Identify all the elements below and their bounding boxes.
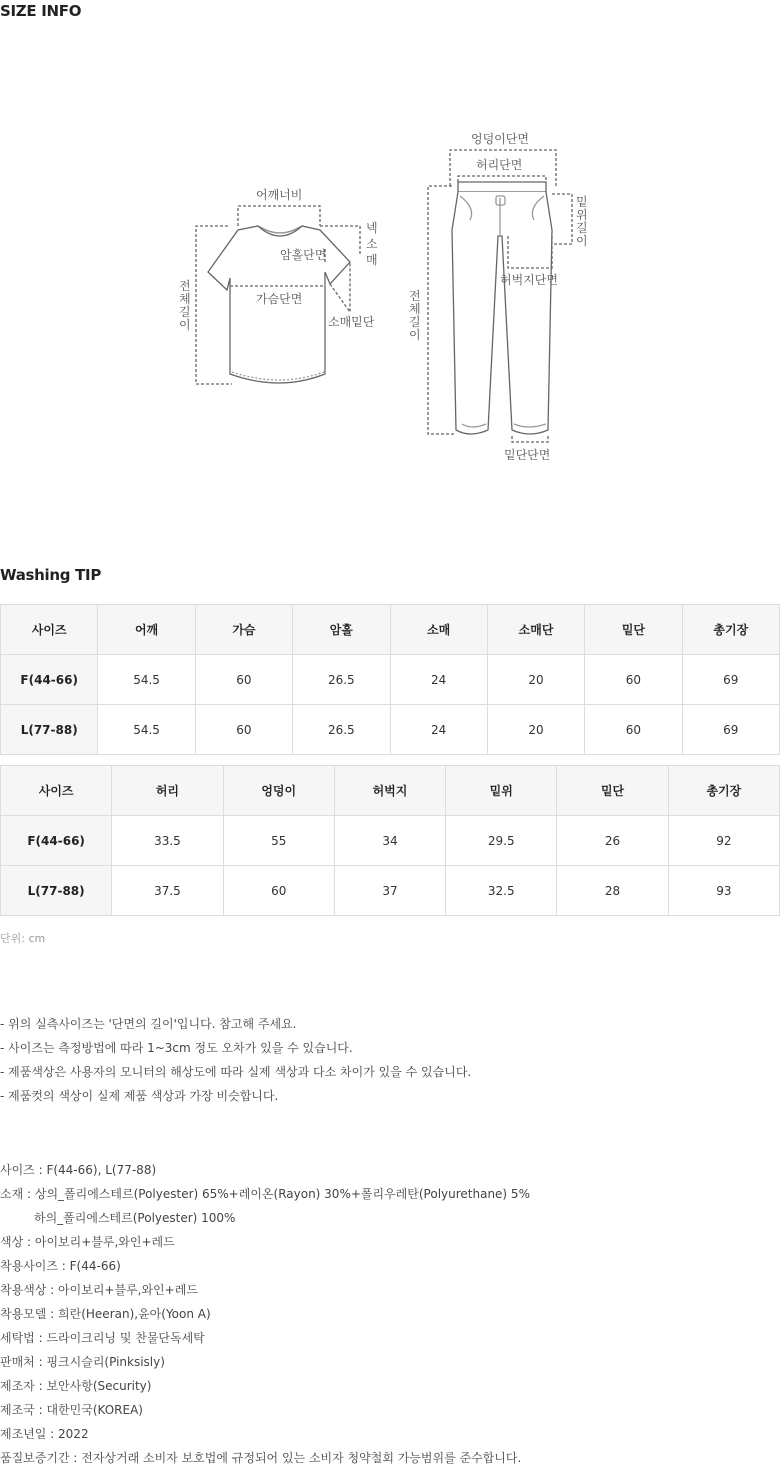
diagram-label-sleeve-hem: 소매밑단 — [328, 315, 375, 329]
diagram-label-hip: 엉덩이단면 — [471, 132, 529, 146]
table-cell: 60 — [585, 655, 682, 705]
diagram-label-hem: 밑단단면 — [504, 448, 551, 462]
note-item: - 제품색상은 사용자의 모니터의 해상도에 따라 실제 색상과 다소 차이가 있을 수 있습니다. — [0, 1065, 472, 1079]
table-cell-size: L(77-88) — [1, 705, 98, 755]
diagram-label-neck-sleeve-1: 넥 — [366, 221, 378, 235]
table-cell: 29.5 — [446, 816, 557, 866]
table-cell-size: F(44-66) — [1, 655, 98, 705]
table-header: 밑단 — [585, 605, 682, 655]
diagram-label-bottom-length-4: 이 — [409, 328, 421, 342]
diagram-label-rise-1: 밑 — [576, 195, 588, 209]
table-cell: 26.5 — [293, 705, 390, 755]
table-cell: 24 — [390, 705, 487, 755]
diagram-label-thigh: 허벅지단면 — [500, 273, 558, 287]
note-item: - 사이즈는 측정방법에 따라 1~3cm 정도 오차가 있을 수 있습니다. — [0, 1041, 353, 1055]
table-cell: 34 — [334, 816, 445, 866]
spec-washing: 세탁법 : 드라이크리닝 및 찬물단독세탁 — [0, 1331, 205, 1345]
diagram-label-neck-sleeve-3: 매 — [366, 253, 378, 267]
size-info-title: SIZE INFO — [0, 2, 82, 20]
spec-country: 제조국 : 대한민국(KOREA) — [0, 1403, 143, 1417]
table-header: 허리 — [112, 766, 223, 816]
spec-warranty: 품질보증기간 : 전자상거래 소비자 보호법에 규정되어 있는 소비자 청약철회 가능범위를 준수합니다. — [0, 1451, 522, 1465]
table-header: 밑단 — [557, 766, 668, 816]
diagram-label-rise-4: 이 — [576, 234, 588, 248]
spec-worn-color: 착용색상 : 아이보리+블루,와인+레드 — [0, 1283, 198, 1297]
table-header: 소매단 — [487, 605, 584, 655]
table-cell: 20 — [487, 655, 584, 705]
diagram-label-bottom-length-1: 전 — [409, 289, 421, 303]
table-cell: 55 — [223, 816, 334, 866]
table-header: 어깨 — [98, 605, 195, 655]
table-cell: 37.5 — [112, 866, 223, 916]
diagram-label-top-length-1: 전 — [179, 279, 191, 293]
spec-maker: 제조자 : 보안사항(Security) — [0, 1379, 152, 1393]
diagram-label-top-length-3: 길 — [179, 305, 191, 319]
spec-seller: 판매처 : 핑크시슬리(Pinksisly) — [0, 1355, 165, 1369]
top-size-table — [0, 604, 780, 755]
table-header: 사이즈 — [1, 605, 98, 655]
table-header: 소매 — [390, 605, 487, 655]
table-header: 총기장 — [682, 605, 779, 655]
table-cell: 54.5 — [98, 655, 195, 705]
table-cell: 60 — [195, 705, 292, 755]
spec-material: 소재 : 상의_폴리에스테르(Polyester) 65%+레이온(Rayon) 30%+폴리우레탄(Polyurethane) 5% — [0, 1187, 530, 1201]
diagram-label-top-length-2: 체 — [179, 292, 191, 306]
table-header: 밑위 — [446, 766, 557, 816]
table-cell: 92 — [668, 816, 779, 866]
table-cell: 20 — [487, 705, 584, 755]
diagram-label-rise-2: 위 — [576, 208, 588, 222]
table-cell: 32.5 — [446, 866, 557, 916]
diagram-label-bottom-length-3: 길 — [409, 315, 421, 329]
table-header: 사이즈 — [1, 766, 112, 816]
diagram-label-bottom-length-2: 체 — [409, 302, 421, 316]
table-cell: 69 — [682, 705, 779, 755]
size-diagram — [0, 120, 780, 480]
table-header: 총기장 — [668, 766, 779, 816]
table-cell: 37 — [334, 866, 445, 916]
table-cell: 24 — [390, 655, 487, 705]
table-header-row — [1, 605, 780, 655]
spec-size: 사이즈 : F(44-66), L(77-88) — [0, 1163, 157, 1177]
note-item: - 제품컷의 색상이 실제 제품 색상과 가장 비슷합니다. — [0, 1089, 279, 1103]
product-specs — [0, 1158, 530, 1470]
diagram-label-rise-3: 길 — [576, 221, 588, 235]
table-header: 암홀 — [293, 605, 390, 655]
pants-illustration — [452, 182, 552, 434]
spec-model: 착용모델 : 희란(Heeran),윤아(Yoon A) — [0, 1307, 211, 1321]
diagram-label-chest: 가슴단면 — [256, 292, 303, 306]
table-cell: 26.5 — [293, 655, 390, 705]
table-cell: 60 — [585, 705, 682, 755]
note-item: - 위의 실측사이즈는 '단면의 길이'입니다. 참고해 주세요. — [0, 1017, 297, 1031]
table-header: 가슴 — [195, 605, 292, 655]
diagram-label-neck-sleeve-2: 소 — [366, 237, 378, 251]
spec-color: 색상 : 아이보리+블루,와인+레드 — [0, 1235, 175, 1249]
table-row — [1, 816, 780, 866]
table-header-row — [1, 766, 780, 816]
table-cell: 28 — [557, 866, 668, 916]
diagram-label-waist: 허리단면 — [476, 158, 523, 172]
table-cell-size: F(44-66) — [1, 816, 112, 866]
table-header: 허벅지 — [334, 766, 445, 816]
table-row — [1, 655, 780, 705]
size-notes — [0, 1012, 471, 1108]
washing-tip-title: Washing TIP — [0, 566, 102, 584]
table-cell: 69 — [682, 655, 779, 705]
table-cell: 54.5 — [98, 705, 195, 755]
unit-note: 단위: cm — [0, 932, 46, 945]
table-cell-size: L(77-88) — [1, 866, 112, 916]
table-header: 엉덩이 — [223, 766, 334, 816]
diagram-label-shoulder: 어깨너비 — [256, 188, 303, 202]
bottom-size-table — [0, 765, 780, 916]
spec-material-bottom: 하의_폴리에스테르(Polyester) 100% — [34, 1211, 236, 1225]
diagram-label-armhole: 암홀단면 — [280, 248, 327, 262]
table-row — [1, 705, 780, 755]
table-cell: 60 — [195, 655, 292, 705]
spec-worn-size: 착용사이즈 : F(44-66) — [0, 1259, 121, 1273]
diagram-label-top-length-4: 이 — [179, 318, 191, 332]
table-cell: 26 — [557, 816, 668, 866]
table-cell: 93 — [668, 866, 779, 916]
table-cell: 60 — [223, 866, 334, 916]
spec-year: 제조년일 : 2022 — [0, 1427, 89, 1441]
table-cell: 33.5 — [112, 816, 223, 866]
table-row — [1, 866, 780, 916]
